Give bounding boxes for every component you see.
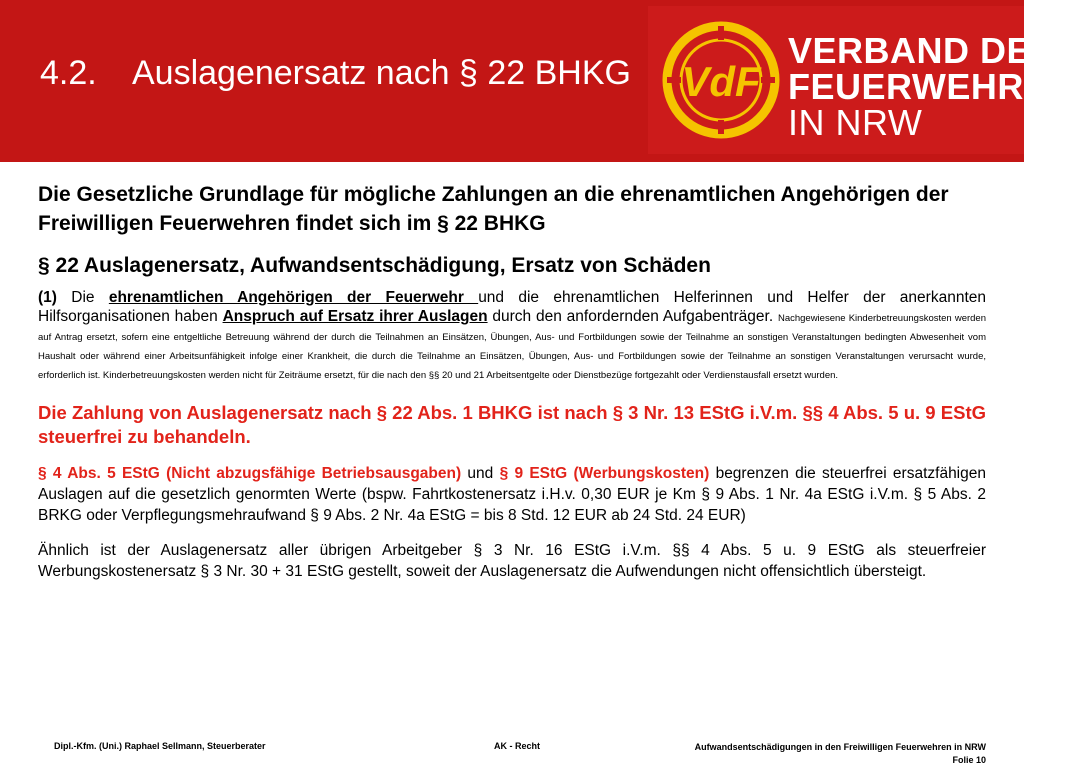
header-bar — [0, 0, 1075, 162]
logo-line-3: IN NRW — [788, 102, 923, 143]
intro-text: Die Gesetzliche Grundlage für mögliche Zahlungen an die ehrenamtlichen Angehörigen der Freiwilligen Feuerwehren findet sich im § 22 BHKG — [38, 183, 949, 235]
paragraph-3 — [38, 463, 986, 526]
paragraph-1-small-text: Nachgewiesene Kinderbetreuungskosten werden auf Antrag ersetzt, sofern eine entgeltliche Betreuung während der durch die Teilnahmen an Einsätzen, Übungen, Aus- und Fortbildungen sowie der Teilnahme an sonstigen Veranstaltungen bedingten Abwesenheit vom Haushalt oder während einer Arbeitsunfähigkeit infolge einer Krankheit, die durch die Teilnahme an Einsätzen, Übungen, Aus- und Fortbildungen sowie der Teilnahme an sonstigen Veranstaltungen verursacht wurde, erforderlich ist. Kinderbetreuungskosten werden nicht für Zeiträume ersetzt, für die nach den §§ 20 und 21 Arbeitsentgelte oder Dienstbezüge fortgezahlt oder Verdienstausfall ersetzt wurden. — [38, 313, 986, 381]
footer-right — [695, 741, 986, 767]
paragraph-1-text-b: und die ehrenamtlichen Helferinnen und Helfer der anerkannten Hilfsorganisationen haben — [38, 289, 986, 325]
slide-title — [40, 54, 631, 93]
title-text: Auslagenersatz nach § 22 BHKG — [132, 54, 631, 92]
footer-center: AK - Recht — [494, 741, 541, 751]
logo-line-2: FEUERWEHREN — [788, 66, 1075, 107]
paragraph-1-text-c: durch den anfordernden Aufgabenträger. — [487, 308, 778, 325]
paragraph-1-underline-a: ehrenamtlichen Angehörigen der Feuerwehr — [108, 289, 479, 306]
paragraph-1-label: (1) — [38, 289, 57, 306]
slide-content — [38, 180, 986, 582]
paragraph-1-underline-b: Anspruch auf Ersatz ihrer Auslagen — [222, 308, 488, 325]
vdf-emblem-icon — [662, 16, 780, 144]
paragraph-heading: § 22 Auslagenersatz, Aufwandsentschädigung, Ersatz von Schäden — [38, 254, 711, 277]
paragraph-1-text-a: Die — [56, 289, 109, 306]
tax-free-statement: Die Zahlung von Auslagenersatz nach § 22 Abs. 1 BHKG ist nach § 3 Nr. 13 EStG i.V.m. §§ 4 Abs. 5 u. 9 EStG steuerfrei zu behandeln. — [38, 402, 986, 447]
footer-author: Dipl.-Kfm. (Uni.) Raphael Sellmann, Steuerberater — [54, 741, 266, 751]
paragraph-1 — [38, 288, 986, 383]
vdf-logo — [648, 6, 1075, 154]
logo-line-1: VERBAND DER — [788, 30, 1058, 71]
paragraph-3-red-a: § 4 Abs. 5 EStG (Nicht abzugsfähige Betriebsausgaben) — [38, 465, 462, 482]
paragraph-3-red-b: § 9 EStG (Werbungskosten) — [499, 465, 710, 482]
paragraph-3-text-b: begrenzen die steuerfrei ersatzfähigen Auslagen auf die gesetzlich genormten Werte (bspw. Fahrtkostenersatz i.H.v. 0,30 EUR je Km § 9 Abs. 1 Nr. 4a EStG i.V.m. § 5 Abs. 2 BRKG oder Verpflegungsmehraufwand § 9 Abs. 2 Nr. 4a EStG = bis 8 Std. 12 EUR ab 24 Std. 24 EUR) — [38, 465, 986, 524]
logo-monogram: VdF — [681, 58, 761, 105]
slide-number: Folie 10 — [952, 755, 986, 765]
paragraph-3-text-a: und — [461, 465, 500, 482]
footer-presentation-title: Aufwandsentschädigungen in den Freiwilligen Feuerwehren in NRW — [694, 742, 986, 752]
title-number: 4.2. — [40, 54, 97, 92]
paragraph-4: Ähnlich ist der Auslagenersatz aller übrigen Arbeitgeber § 3 Nr. 16 EStG i.V.m. §§ 4 Abs. 5 u. 9 EStG als steuerfreier Werbungskostenersatz § 3 Nr. 30 + 31 EStG gestellt, soweit der Auslagenersatz die Aufwendungen nicht offensichtlich übersteigt. — [38, 542, 986, 580]
